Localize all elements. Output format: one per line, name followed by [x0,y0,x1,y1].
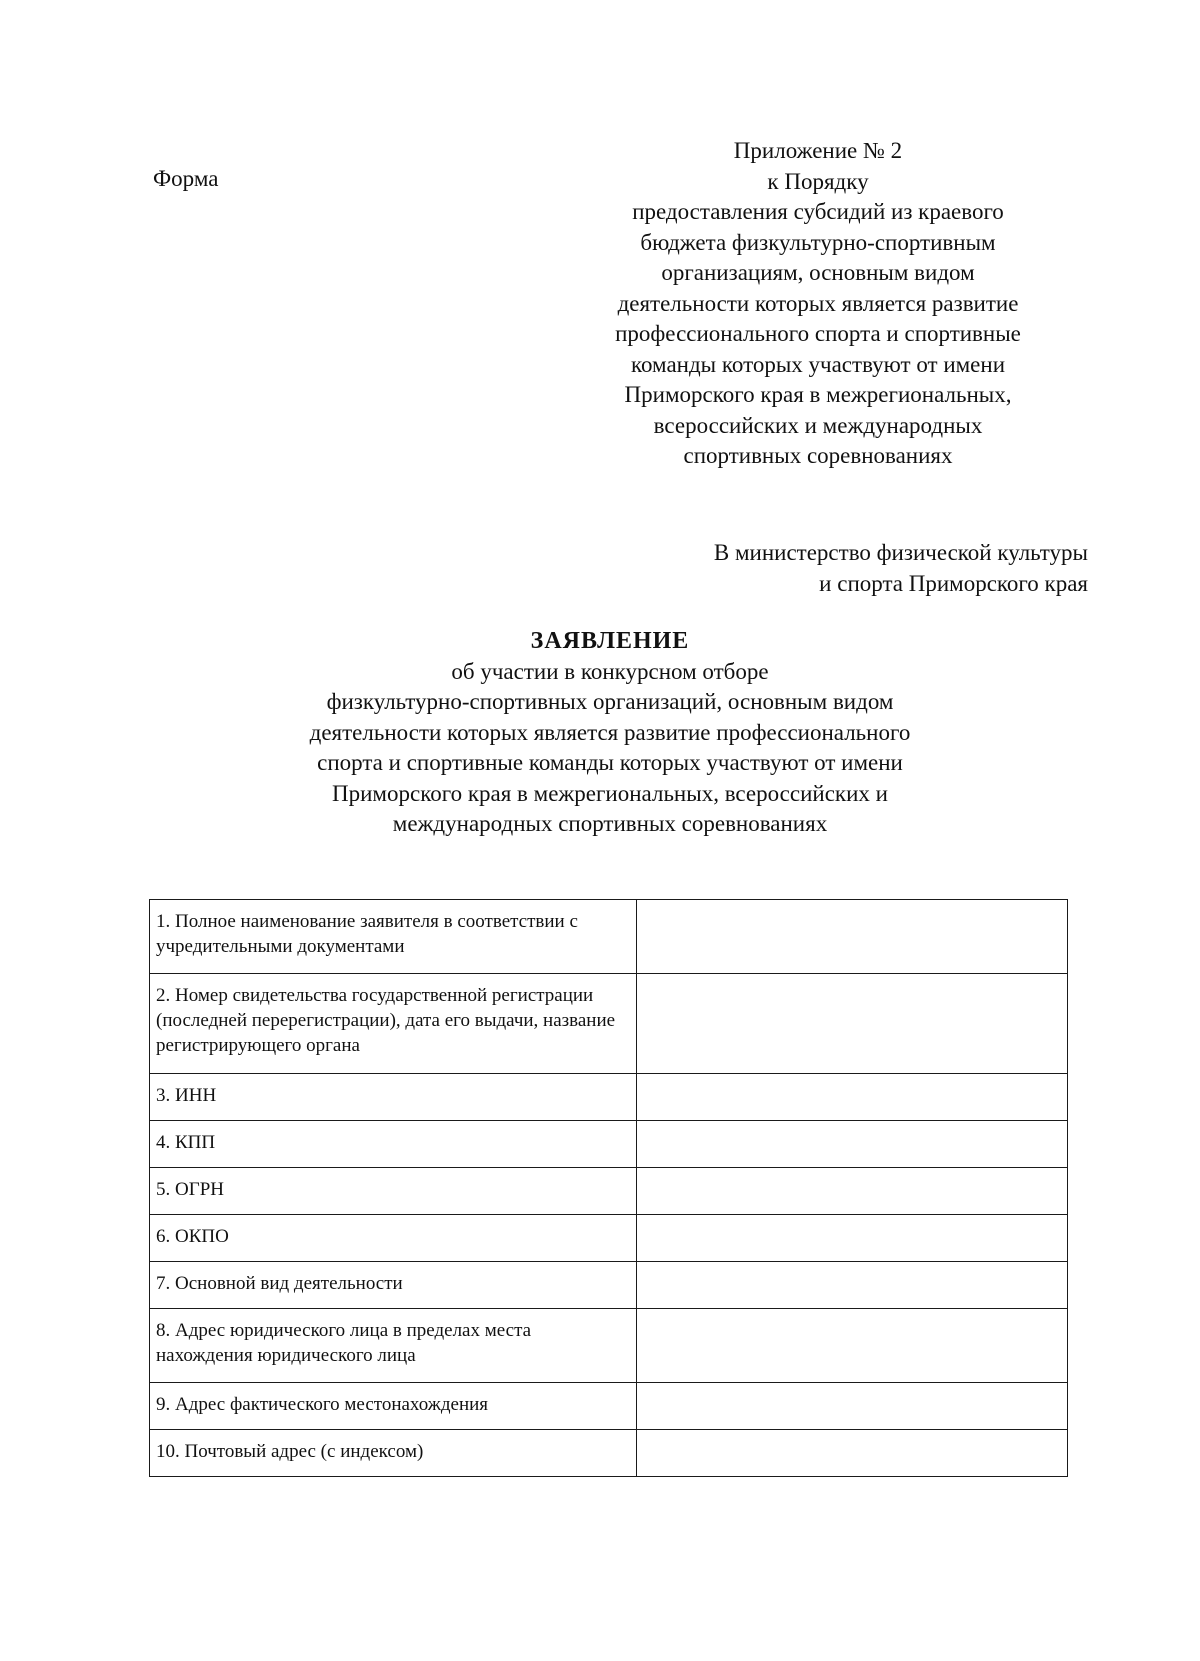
row-label: 1. Полное наименование заявителя в соответствии с учредительными документами [150,900,637,974]
row-label: 10. Почтовый адрес (с индексом) [150,1430,637,1477]
row-value-field[interactable] [637,1262,1068,1309]
row-label: 8. Адрес юридического лица в пределах места нахождения юридического лица [150,1309,637,1383]
appendix-line: бюджета физкультурно-спортивным [640,229,996,255]
row-label: 5. ОГРН [150,1168,637,1215]
appendix-line: всероссийских и международных [653,412,983,438]
table-row [150,1215,1068,1262]
table-row [150,1074,1068,1121]
row-value-field[interactable] [637,974,1068,1074]
appendix-line: к Порядку [767,168,869,194]
statement-subtitle-line: деятельности которых является развитие профессионального [309,719,911,745]
row-label: 7. Основной вид деятельности [150,1262,637,1309]
appendix-line: организациям, основным видом [661,260,975,285]
table-row [150,1168,1068,1215]
table-row [150,900,1068,974]
statement-subtitle-line: об участии в конкурсном отборе [451,658,769,684]
appendix-line: предоставления субсидий из краевого [632,199,1004,224]
table-row [150,1383,1068,1430]
statement-subtitle-line: Приморского края в межрегиональных, всероссийских и [332,780,888,806]
row-label: 6. ОКПО [150,1215,637,1262]
row-value-field[interactable] [637,1074,1068,1121]
appendix-block [568,136,1068,472]
addressee-block [714,537,1088,599]
appendix-line: Приложение № 2 [733,138,903,163]
appendix-line: Приморского края в межрегиональных, [624,382,1012,407]
row-value-field[interactable] [637,1121,1068,1168]
appendix-line: профессионального спорта и спортивные [615,321,1021,346]
table-row [150,1430,1068,1477]
statement-subtitle-line: физкультурно-спортивных организаций, основным видом [326,689,894,714]
row-label: 4. КПП [150,1121,637,1168]
statement-title: ЗАЯВЛЕНИЕ [530,628,690,654]
application-form-table [149,899,1068,1477]
table-row [150,1309,1068,1383]
statement-subtitle-line: международных спортивных соревнованиях [392,811,828,836]
row-label: 9. Адрес фактического местонахождения [150,1383,637,1430]
row-label: 2. Номер свидетельства государственной регистрации (последней перерегистрации), дата его выдачи, название регистрирующего органа [150,974,637,1074]
row-value-field[interactable] [637,1215,1068,1262]
addressee-line: В министерство физической культуры [713,540,1088,565]
row-value-field[interactable] [637,1383,1068,1430]
row-value-field[interactable] [637,1309,1068,1383]
table-row [150,1121,1068,1168]
row-value-field[interactable] [637,1168,1068,1215]
table-row [150,974,1068,1074]
appendix-line: деятельности которых является развитие [617,290,1019,316]
row-value-field[interactable] [637,900,1068,974]
row-value-field[interactable] [637,1430,1068,1477]
table-row [150,1262,1068,1309]
addressee-line: и спорта Приморского края [819,571,1088,596]
statement-subtitle-line: спорта и спортивные команды которых участвуют от имени [317,750,903,775]
statement-heading [140,626,1080,840]
row-label: 3. ИНН [150,1074,637,1121]
appendix-line: команды которых участвуют от имени [630,351,1006,377]
appendix-line: спортивных соревнованиях [683,443,953,468]
form-label: Форма [153,166,219,191]
